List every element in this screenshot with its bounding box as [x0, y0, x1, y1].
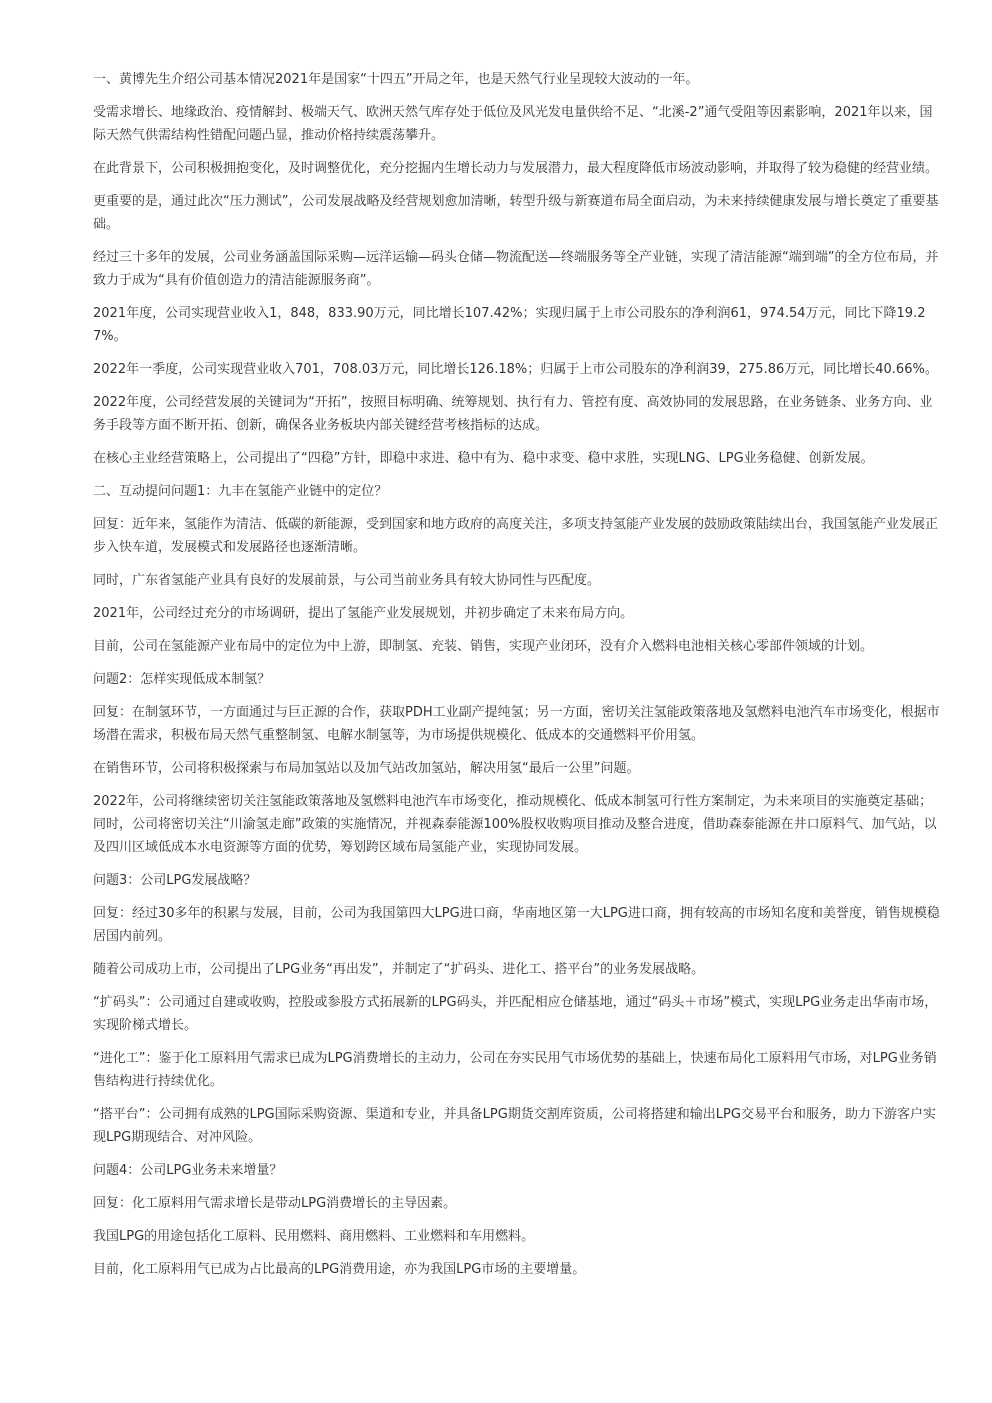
paragraph: 在销售环节，公司将积极探索与布局加氢站以及加气站改加氢站，解决用氢“最后一公里”问题。	[93, 761, 640, 776]
paragraph: 2022年一季度，公司实现营业收入701，708.03万元，同比增长126.18%；归属于上市公司股东的净利润39，275.86万元，同比增长40.66%。	[93, 362, 938, 377]
paragraph: 2021年度，公司实现营业收入1，848，833.90万元，同比增长107.42%；实现归属于上市公司股东的净利润61，974.54万元，同比下降19.27%。	[93, 306, 926, 344]
paragraph: 经过三十多年的发展，公司业务涵盖国际采购—远洋运输—码头仓储—物流配送—终端服务等全产业链，实现了清洁能源“端到端”的全方位布局，并致力于成为“具有价值创造力的清洁能源服务商”。	[93, 250, 939, 288]
paragraph: 在此背景下，公司积极拥抱变化，及时调整优化，充分挖掘内生增长动力与发展潜力，最大程度降低市场波动影响，并取得了较为稳健的经营业绩。	[93, 161, 939, 176]
paragraph: 回复：经过30多年的积累与发展，目前，公司为我国第四大LPG进口商，华南地区第一大LPG进口商，拥有较高的市场知名度和美誉度，销售规模稳居国内前列。	[93, 906, 940, 944]
section-heading: 二、互动提问问题1：九丰在氢能产业链中的定位？	[93, 484, 388, 499]
document-body	[93, 68, 945, 1291]
paragraph: “扩码头”：公司通过自建或收购，控股或参股方式拓展新的LPG码头，并匹配相应仓储基地，通过“码头＋市场”模式，实现LPG业务走出华南市场，实现阶梯式增长。	[93, 995, 938, 1033]
question-heading: 问题2：怎样实现低成本制氢？	[93, 672, 271, 687]
paragraph: “进化工”：鉴于化工原料用气需求已成为LPG消费增长的主动力，公司在夯实民用气市场优势的基础上，快速布局化工原料用气市场，对LPG业务销售结构进行持续优化。	[93, 1051, 937, 1089]
paragraph: 随着公司成功上市，公司提出了LPG业务“再出发”，并制定了“扩码头、进化工、搭平台”的业务发展战略。	[93, 962, 705, 977]
paragraph: 同时，广东省氢能产业具有良好的发展前景，与公司当前业务具有较大协同性与匹配度。	[93, 573, 601, 588]
paragraph: 一、黄博先生介绍公司基本情况2021年是国家“十四五”开局之年，也是天然气行业呈现较大波动的一年。	[93, 72, 699, 87]
question-heading: 问题4：公司LPG业务未来增量？	[93, 1163, 283, 1178]
paragraph: 更重要的是，通过此次“压力测试”，公司发展战略及经营规划愈加清晰，转型升级与新赛道布局全面启动，为未来持续健康发展与增长奠定了重要基础。	[93, 194, 939, 232]
paragraph: 2022年，公司将继续密切关注氢能政策落地及氢燃料电池汽车市场变化，推动规模化、低成本制氢可行性方案制定，为未来项目的实施奠定基础；同时，公司将密切关注“川渝氢走廊”政策的实施情况，并视森泰能源100%股权收购项目推动及整合进度，借助森泰能源在井口原料气、加气站，以及四川区域低成本水电资源等方面的优势，筹划跨区域布局氢能产业，实现协同发展。	[93, 794, 937, 855]
paragraph: 回复：化工原料用气需求增长是带动LPG消费增长的主导因素。	[93, 1196, 457, 1211]
paragraph: 在核心主业经营策略上，公司提出了“四稳”方针，即稳中求进、稳中有为、稳中求变、稳中求胜，实现LNG、LPG业务稳健、创新发展。	[93, 451, 874, 466]
paragraph: 我国LPG的用途包括化工原料、民用燃料、商用燃料、工业燃料和车用燃料。	[93, 1229, 535, 1244]
paragraph: 受需求增长、地缘政治、疫情解封、极端天气、欧洲天然气库存处于低位及风光发电量供给不足、“北溪-2”通气受阻等因素影响，2021年以来，国际天然气供需结构性错配问题凸显，推动价格持续震荡攀升。	[93, 105, 933, 143]
paragraph: 2021年，公司经过充分的市场调研，提出了氢能产业发展规划，并初步确定了未来布局方向。	[93, 606, 634, 621]
paragraph: 目前，化工原料用气已成为占比最高的LPG消费用途，亦为我国LPG市场的主要增量。	[93, 1262, 586, 1277]
paragraph: 目前，公司在氢能源产业布局中的定位为中上游，即制氢、充装、销售，实现产业闭环，没有介入燃料电池相关核心零部件领域的计划。	[93, 639, 874, 654]
paragraph: 2022年度，公司经营发展的关键词为“开拓”，按照目标明确、统筹规划、执行有力、管控有度、高效协同的发展思路，在业务链条、业务方向、业务手段等方面不断开拓、创新，确保各业务板块内部关键经营考核指标的达成。	[93, 395, 933, 433]
paragraph: 回复：近年来，氢能作为清洁、低碳的新能源，受到国家和地方政府的高度关注，多项支持氢能产业发展的鼓励政策陆续出台，我国氢能产业发展正步入快车道，发展模式和发展路径也逐渐清晰。	[93, 517, 939, 555]
question-heading: 问题3：公司LPG发展战略？	[93, 873, 257, 888]
paragraph: “搭平台”：公司拥有成熟的LPG国际采购资源、渠道和专业，并具备LPG期货交割库资质，公司将搭建和输出LPG交易平台和服务，助力下游客户实现LPG期现结合、对冲风险。	[93, 1107, 936, 1145]
paragraph: 回复：在制氢环节，一方面通过与巨正源的合作，获取PDH工业副产提纯氢；另一方面，密切关注氢能政策落地及氢燃料电池汽车市场变化，根据市场潜在需求，积极布局天然气重整制氢、电解水制氢等，为市场提供规模化、低成本的交通燃料平价用氢。	[93, 705, 940, 743]
